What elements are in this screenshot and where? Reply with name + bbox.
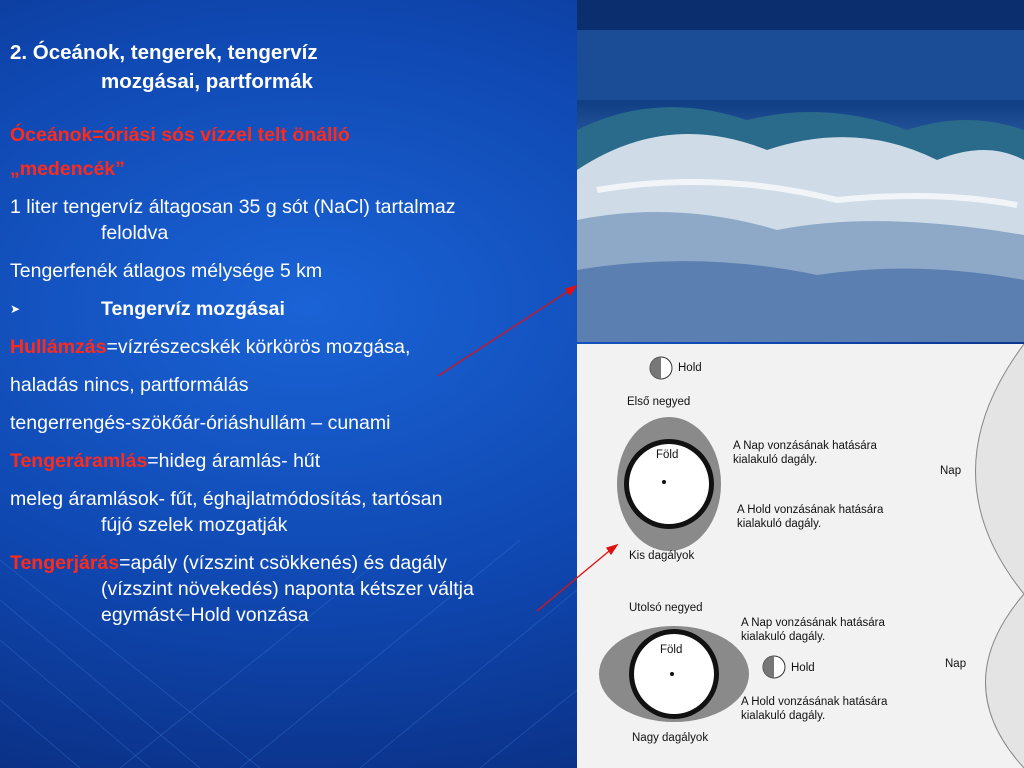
salt-content: 1 liter tengervíz áltagosan 35 g sót (NaCl) tartalmaz feloldva [10,196,456,244]
moon-label-top: Hold [678,362,702,374]
earth-label-bottom: Föld [660,644,683,656]
currents-more: meleg áramlások- fűt, éghajlatmódosítás, tartósan fújó szelek mozgatják [10,488,443,536]
sun-effect-bottom: A Nap vonzásának hatására kialakuló dagály. [741,617,885,643]
slide-title: 2. Óceánok, tengerek, tengervíz mozgásai, partformák [10,41,318,93]
tsunami-text: tengerrengés-szökőár-óriáshullám – cunami [10,412,391,434]
waves-text: Hullámzás=vízrészecskék körkörös mozgása, [10,336,411,358]
arrowhead-bullet-icon: ➤ [10,302,21,316]
bullet-heading: ➤ Tengervíz mozgásai [10,298,285,320]
currents-text: Tengeráramlás=hideg áramlás- hűt [10,450,321,472]
ocean-wave-photo [577,0,1024,342]
moon-label-bottom: Hold [791,662,815,674]
sun-label-bottom: Nap [945,658,967,670]
sun-label-top: Nap [940,465,962,477]
moon-effect-top: A Hold vonzásának hatására kialakuló dagály. [737,504,884,530]
phase-last-quarter: Utolsó negyed [629,602,703,614]
depth-text: Tengerfenék átlagos mélysége 5 km [10,260,323,282]
caption-neap-tides: Kis dagályok [629,550,695,562]
tides-text: Tengerjárás=apály (vízszint csökkenés) és dagály (vízszint növekedés) naponta kétszer váltja egymást🡠Hold vonzása [10,552,474,626]
waves-line2: haladás nincs, partformálás [10,374,249,396]
moon-effect-bottom: A Hold vonzásának hatására kialakuló dagály. [741,696,888,722]
slide-text [10,38,576,628]
tide-diagram [577,344,1024,768]
phase-first-quarter: Első negyed [627,396,691,408]
caption-spring-tides: Nagy dagályok [632,732,709,744]
left-arrow-icon: 🡠 [174,604,191,626]
definition: Óceánok=óriási sós vízzel telt önálló „medencék” [10,124,350,180]
sun-effect-top: A Nap vonzásának hatására kialakuló dagály. [733,440,877,466]
earth-label-top: Föld [656,449,679,461]
